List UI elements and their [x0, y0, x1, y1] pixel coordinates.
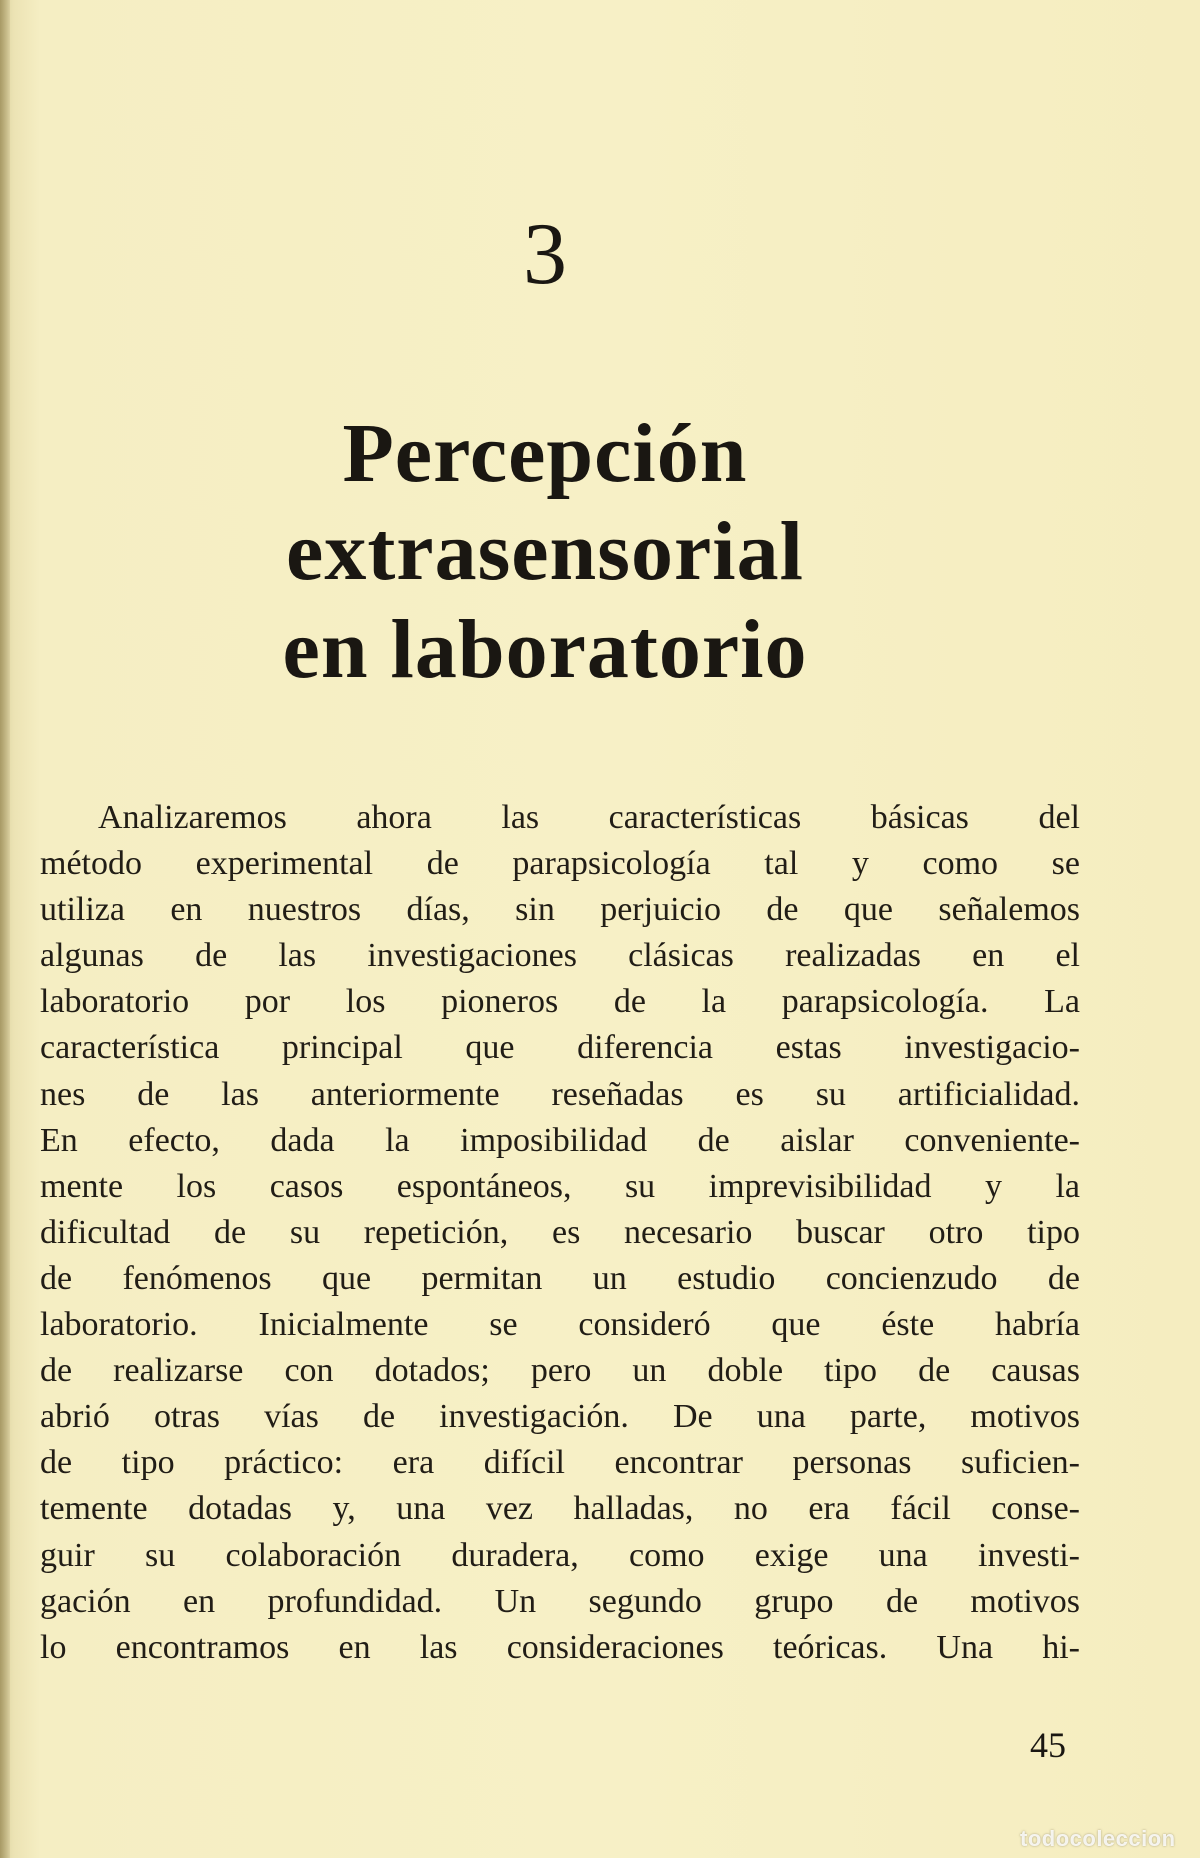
- body-line: de tipo práctico: era difícil encontrar personas suficien-: [40, 1444, 1080, 1482]
- body-line: utiliza en nuestros días, sin perjuicio de que señalemos: [40, 891, 1080, 929]
- body-paragraph: [40, 795, 1080, 1671]
- chapter-title: [0, 405, 1090, 699]
- body-line: nes de las anteriormente reseñadas es su artificialidad.: [40, 1075, 1080, 1113]
- body-line: guir su colaboración duradera, como exige una investi-: [40, 1536, 1080, 1574]
- body-line: método experimental de parapsicología tal y como se: [40, 845, 1080, 883]
- watermark-logo: todocoleccion: [1020, 1826, 1176, 1851]
- chapter-title-line: extrasensorial: [286, 505, 804, 598]
- body-line: de realizarse con dotados; pero un doble tipo de causas: [40, 1352, 1080, 1390]
- chapter-title-line: en laboratorio: [282, 603, 808, 696]
- body-line: dificultad de su repetición, es necesario buscar otro tipo: [40, 1213, 1080, 1251]
- body-line: En efecto, dada la imposibilidad de aislar conveniente-: [40, 1121, 1080, 1159]
- chapter-title-line: Percepción: [342, 407, 748, 500]
- body-line: gación en profundidad. Un segundo grupo de motivos: [40, 1582, 1080, 1620]
- body-line: lo encontramos en las consideraciones teóricas. Una hi-: [40, 1628, 1080, 1666]
- body-line: de fenómenos que permitan un estudio concienzudo de: [40, 1259, 1080, 1297]
- page-number: 45: [1030, 1725, 1066, 1765]
- body-line: laboratorio por los pioneros de la parapsicología. La: [40, 983, 1080, 1021]
- body-line: abrió otras vías de investigación. De una parte, motivos: [40, 1398, 1080, 1436]
- body-line: algunas de las investigaciones clásicas realizadas en el: [40, 937, 1080, 975]
- body-line: Analizaremos ahora las características básicas del: [98, 799, 1080, 836]
- body-line: mente los casos espontáneos, su imprevisibilidad y la: [40, 1167, 1080, 1205]
- body-line: temente dotadas y, una vez halladas, no era fácil conse-: [40, 1490, 1080, 1528]
- body-line: laboratorio. Inicialmente se consideró que éste habría: [40, 1306, 1080, 1344]
- body-line: característica principal que diferencia estas investigacio-: [40, 1029, 1080, 1067]
- chapter-number: 3: [523, 206, 567, 303]
